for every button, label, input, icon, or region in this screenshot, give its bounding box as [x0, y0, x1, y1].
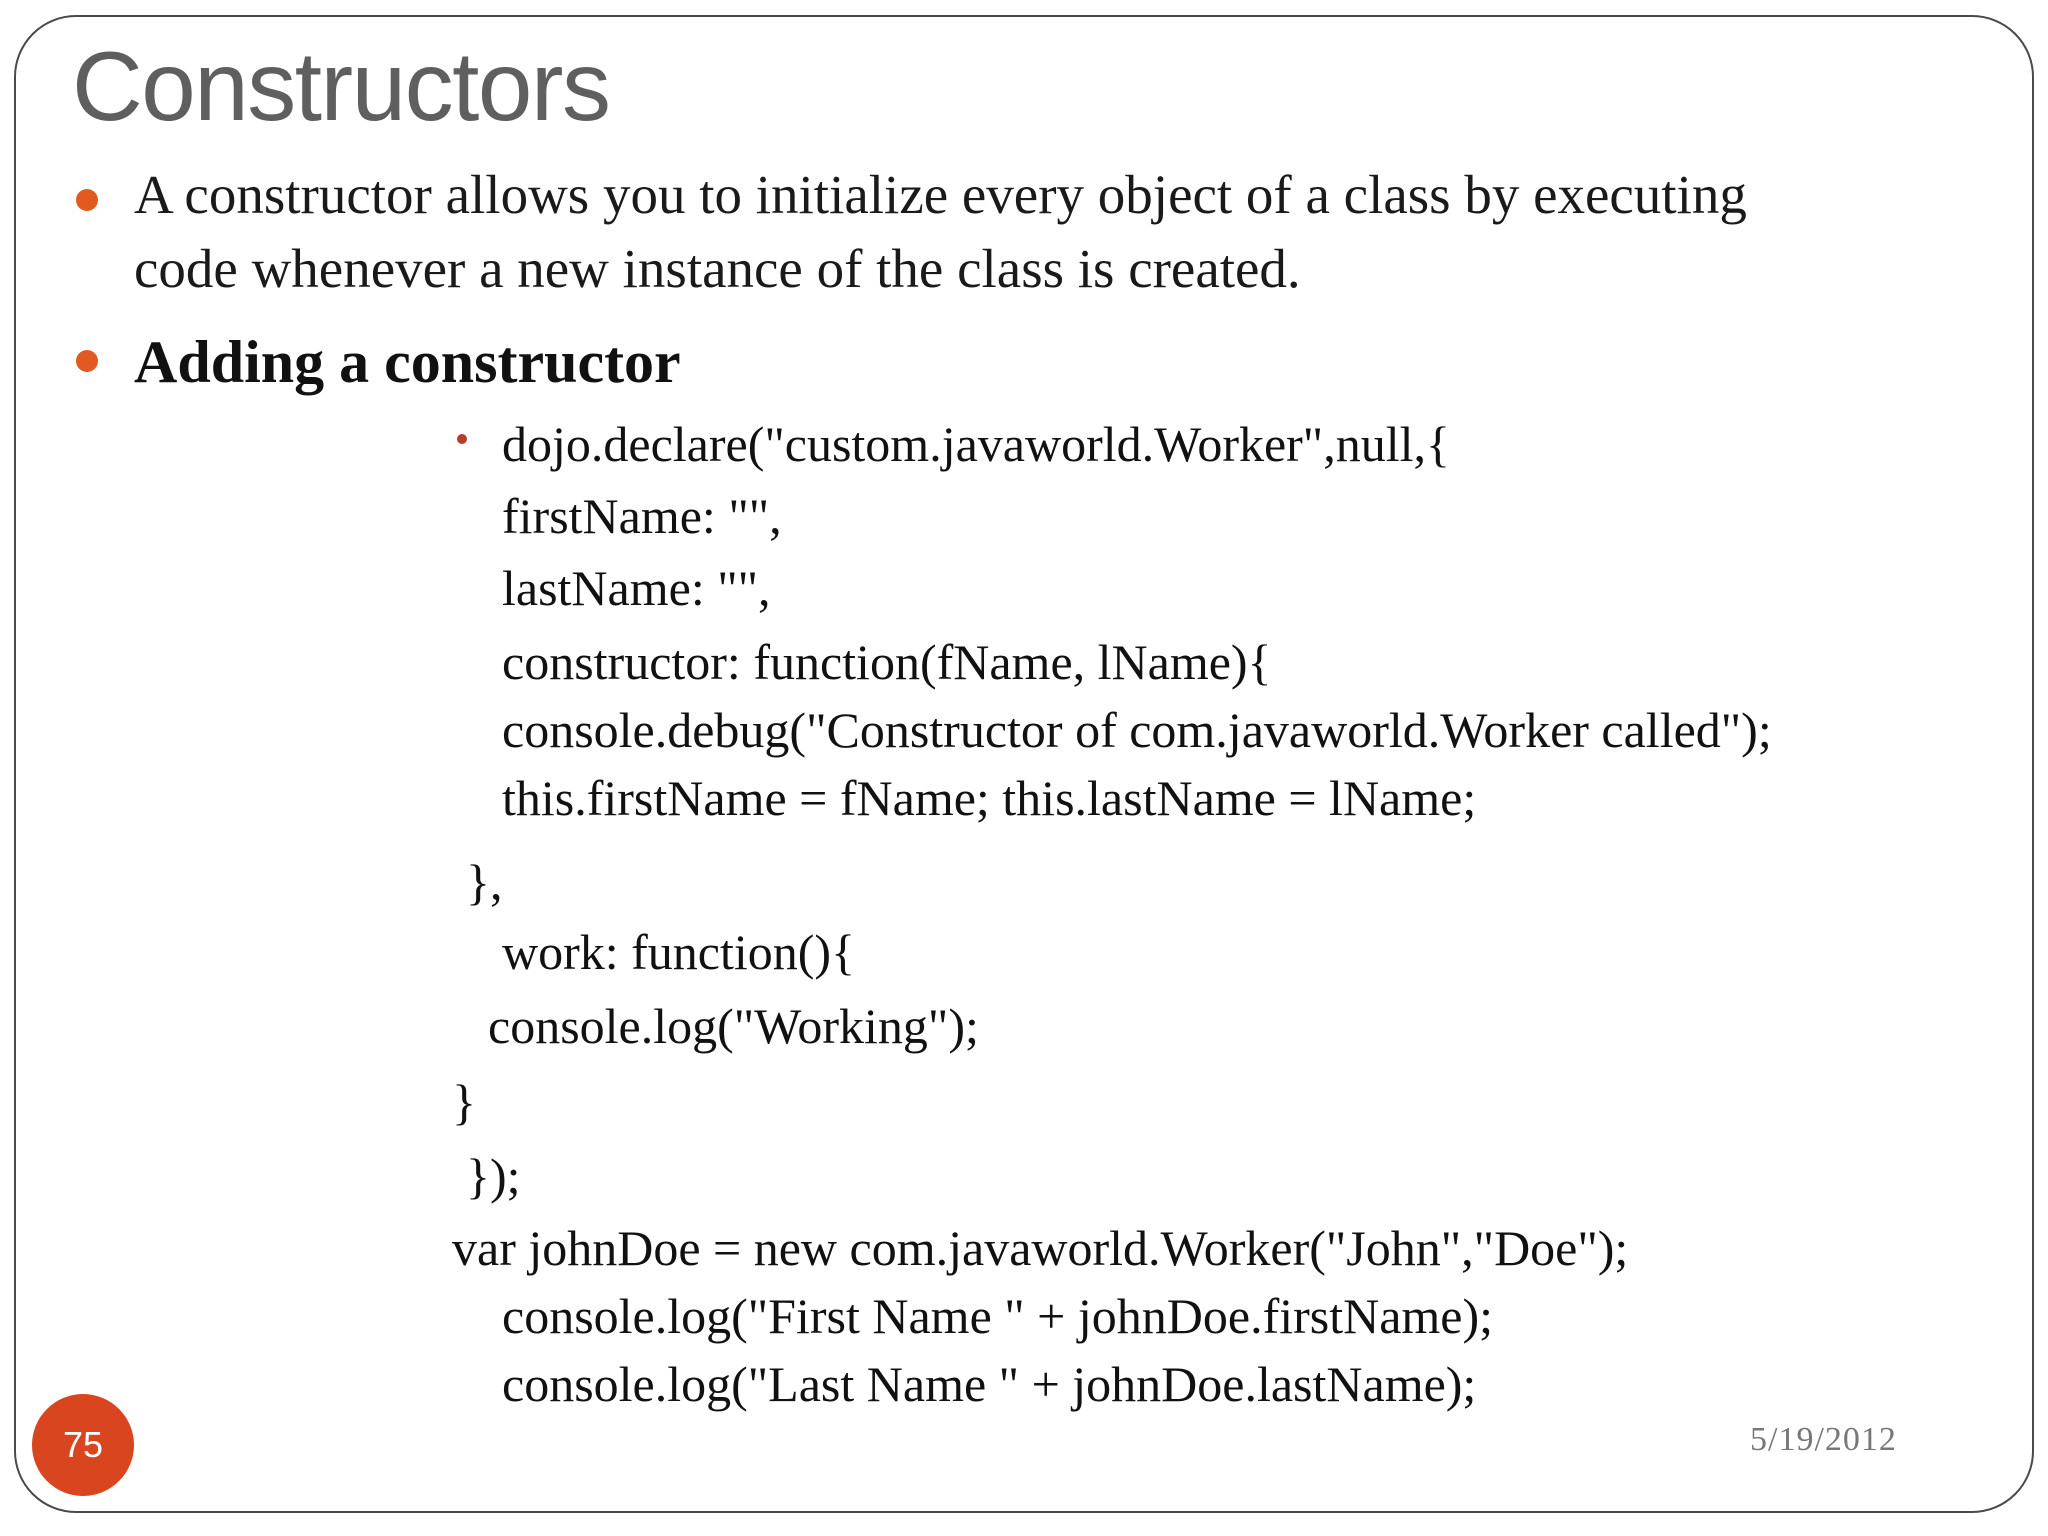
code-line: }: [452, 1074, 476, 1130]
slide-title: Constructors: [72, 31, 610, 141]
code-line: });: [466, 1148, 521, 1204]
code-line: console.debug("Constructor of com.javaworld.Worker called");: [502, 702, 1772, 758]
code-line: console.log("Last Name " + johnDoe.lastName);: [502, 1356, 1477, 1412]
slide-date: 5/19/2012: [1750, 1421, 1897, 1458]
page-number-badge: 75: [32, 1394, 134, 1496]
bullet-marker: [76, 189, 98, 211]
code-line: },: [466, 854, 503, 910]
code-line: this.firstName = fName; this.lastName = lName;: [502, 770, 1477, 826]
code-line: lastName: "",: [502, 560, 771, 616]
bullet-text-intro: [134, 158, 1747, 306]
bullet-marker: [76, 350, 98, 372]
sub-bullet-marker: [457, 434, 467, 444]
bullet-line: A constructor allows you to initialize every object of a class by executing: [134, 164, 1747, 225]
code-line: var johnDoe = new com.javaworld.Worker("John","Doe");: [452, 1220, 1629, 1276]
code-line: work: function(){: [502, 924, 856, 980]
code-line: dojo.declare("custom.javaworld.Worker",null,{: [502, 416, 1450, 472]
bullet-text-adding-constructor: Adding a constructor: [134, 329, 681, 395]
code-line: console.log("Working");: [488, 998, 979, 1054]
code-line: constructor: function(fName, lName){: [502, 634, 1272, 690]
code-line: console.log("First Name " + johnDoe.firstName);: [502, 1288, 1494, 1344]
code-line: firstName: "",: [502, 488, 782, 544]
bullet-line: code whenever a new instance of the class is created.: [134, 238, 1301, 299]
